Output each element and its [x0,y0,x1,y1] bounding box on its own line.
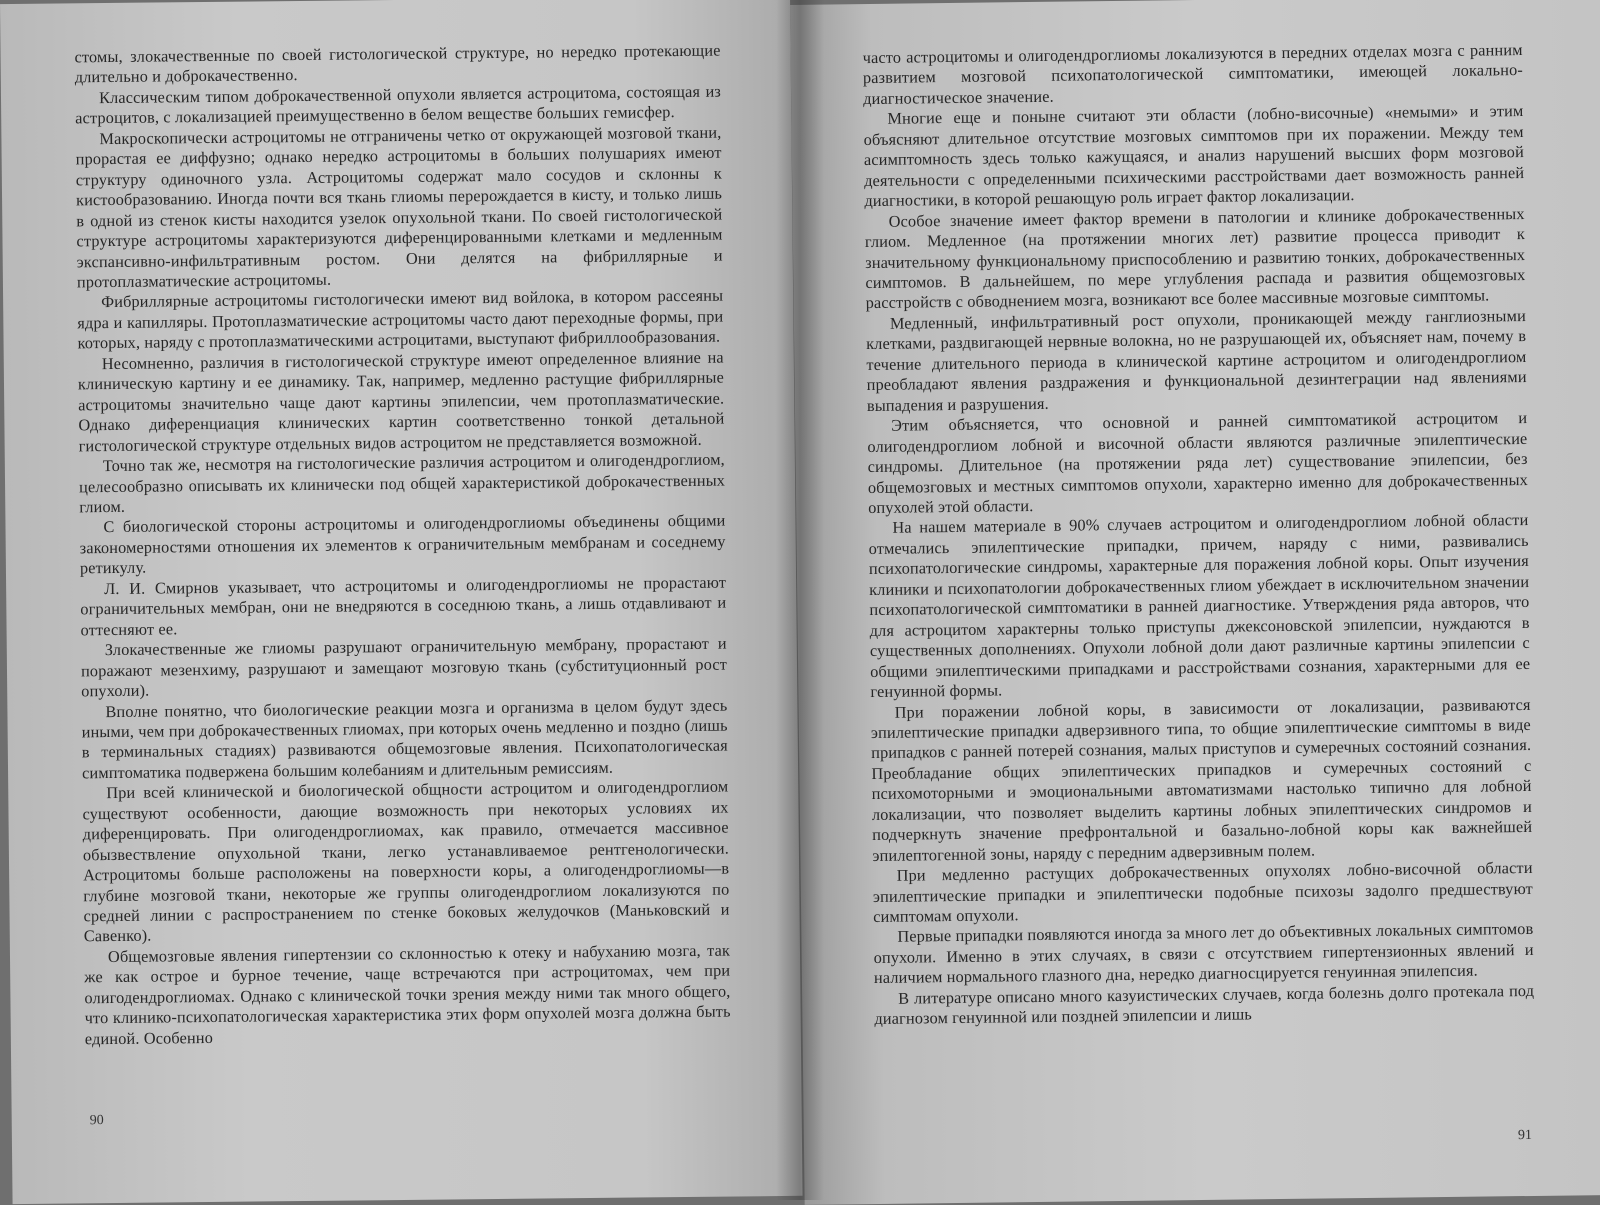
paragraph: При поражении лобной коры, в зависимости от локализации, развиваются эпилептические припадки адверзивного типа, то общие эпилептические симптомы в виде припадков с ранней потерей сознания, малых приступов и сумеречных состояний сознания. Преобладание общих эпилептических припадков и сумеречных состояний с психомоторными и эмоциональными автоматизмами настолько типично для лобной локализации, что позволяет выделить картины лобных эпилептических синдромов и подчеркнуть значение префронтальной и базально-лобной коры как важнейшей эпилептогенной зоны, наряду с передним адверзивным полем. [870,694,1533,865]
right-page [790,0,1600,1205]
paragraph: часто астроцитомы и олигодендроглиомы локализуются в передних отделах мозга с ранним развитием мозговой психопатологической симптоматики, имеющей локально- диагностическое значение. [862,40,1523,108]
right-page-text [863,40,1535,1030]
left-page-text [74,41,730,1050]
paragraph: Многие еще и поныне считают эти области (лобно-височные) «немыми» и этим объясняют длительное отсутствие мозговых симптомов при их поражении. Между тем асимптомность здесь только кажущаяся, и анализ нарушений высших форм мозговой деятельности с определенными психическими расстройствами дает возможность ранней диагностики, в которой решающую роль играет фактор локализации. [863,101,1525,211]
paragraph: стомы, злокачественные по своей гистологической структуре, но нередко протекающие длительно и доброкачественно. [74,40,721,87]
paragraph: Л. И. Смирнов указывает, что астроцитомы и олигодендроглиомы не прорастают ограничительных мембран, они не внедряются в соседнюю ткань, а лишь отдавливают и оттесняют ее. [80,572,727,640]
paragraph: При всей клинической и биологической общности астроцитом и олигодендроглиом существуют особенности, дающие возможность при некоторых условиях их диференцировать. При олигодендроглиомах, как правило, отмечается массивное обызвествление опухольной ткани, легко устанавливаемое рентгенологически. Астроцитомы больше расположены на поверхности коры, а олигодендроглиомы—в глубине мозговой ткани, некоторые же группы олигодендроглиом локализуются по средней линии с распространением по стенке боковых желудочков (Маньковский и Савенко). [82,776,730,946]
paragraph: Макроскопически астроцитомы не отграничены четко от окружающей мозговой ткани, прорастая ее диффузно; однако нередко астроцитомы в больших полушариях имеют структуру одиночного узла. Астроцитомы содержат мало сосудов и склонны к кистообразованию. Иногда почти вся ткань глиомы перерождается в кисту, и только лишь в одной из стенок кисты находится узелок опухольной ткани. По своей гистологической структуре астроцитомы характеризуются диференцированными клетками и медленным экспансивно-инфильтративным ростом. Они делятся на фибриллярные и протоплазматические астроцитомы. [75,122,723,292]
paragraph: Медленный, инфильтративный рост опухоли, проникающей между ганглиозными клетками, раздвигающей нервные волокна, но не разрушающей их, объясняет нам, почему в течение длительного периода в клинической картине астроцитом и олигодендроглиом преобладают явления раздражения и функциональной дезинтеграции над явлениями выпадения и разрушения. [866,305,1527,415]
paragraph: На нашем материале в 90% случаев астроцитом и олигодендроглиом лобной области отмечались эпилептические припадки, причем, наряду с ними, развивались психопатологические синдромы, характерные для поражения лобной коры. Опыт изучения клиники и психопатологии доброкачественных глиом убеждает в исключительном значении психопатологической симптоматики в ранней диагностике. Утверждения ряда авторов, что для астроцитом характерны только приступы джексоновской эпилепсии, нуждаются в существенных дополнениях. Опухоли лобной доли дают различные картины эпилепсии с общими эпилептическими припадками и расстройствами сознания, характерными для ее генуинной формы. [868,510,1531,702]
paragraph: Точно так же, несмотря на гистологические различия астроцитом и олигодендроглиом, целесообразно описывать их клинически под общей характеристикой доброкачественных глиом. [78,449,726,517]
paragraph: Особое значение имеет фактор времени в патологии и клинике доброкачественных глиом. Медленное (на протяжении многих лет) развитие процесса приводит к значительному функциональному приспособлению и развитию тонких, доброкачественных симптомов. В дальнейшем, по мере углубления распада и развития общемозговых расстройств с обводнением мозга, возникают все более массивные мозговые симптомы. [864,203,1526,313]
page-number-right: 91 [1517,1127,1532,1144]
paragraph: Фибриллярные астроцитомы гистологически имеют вид войлока, в котором рассеяны ядра и капилляры. Протоплазматические астроцитомы часто дают переходные формы, при которых, наряду с протоплазматическими астроцитами, выступают фибриллообразования. [77,286,724,353]
paragraph: Первые припадки появляются иногда за много лет до объективных локальных симптомов опухоли. Именно в этих случаях, в связи с отсутствием гипертензионных явлений и наличием нормального глазного дна, нередко диагносцируется генуинная эпилепсия. [873,919,1534,988]
paragraph: При медленно растущих доброкачественных опухолях лобно-височной области эпилептические припадки и эпилептически подобные психозы задолго предшествуют симптомам опухоли. [872,858,1533,927]
paragraph: В литературе описано много казуистических случаев, когда болезнь долго протекала под диагнозом генуинной или поздней эпилепсии и лишь [874,980,1535,1029]
page-number-left: 90 [89,1113,104,1129]
paragraph: Классическим типом доброкачественной опухоли является астроцитома, состоящая из астроцитов, с локализацией преимущественно в белом веществе больших гемисфер. [75,81,722,128]
paragraph: Злокачественные же глиомы разрушают ограничительную мембрану, прорастают и поражают мезенхиму, разрушают и замещают мозговую ткань (субституционный рост опухоли). [80,633,728,701]
paragraph: Несомненно, различия в гистологической структуре имеют определенное влияние на клиническую картину и ее динамику. Так, например, медленно растущие фибриллярные астроцитомы значительно чаще дают картины эпилепсии, чем протоплазматические. Однако диференциация клинических картин соответственно тонкой детальной гистологической структуре отдельных видов астроцитом не представляется возможной. [77,347,725,455]
paragraph: С биологической стороны астроцитомы и олигодендроглиомы объединены общими закономерностями отношения их элементов к ограничительным мембранам и соседнему ретикулу. [79,510,726,578]
paragraph: Общемозговые явления гипертензии со склонностью к отеку и набуханию мозга, так же как острое и бурное течение, чаще встречаются при астроцитомах, чем при олигодендроглиомах. Однако с клинической точки зрения между ними так много общего, что клинико-психопатологическая характеристика этих форм опухолей мозга должна быть единой. Особенно [84,940,731,1049]
paragraph: Вполне понятно, что биологические реакции мозга и организма в целом будут здесь иными, чем при доброкачественных глиомах, при которых очень медленно и поздно (лишь в терминальных стадиях) развиваются общемозговые явления. Психопатологическая симптоматика подвержена большим колебаниям и длительным ремиссиям. [81,695,728,783]
paragraph: Этим объясняется, что основной и ранней симптоматикой астроцитом и олигодендроглиом лобной и височной области являются различные эпилептические синдромы. Длительное (на протяжении ряда лет) существование эпилепсии, без общемозговых и местных симптомов опухоли, характерно именно для доброкачественных опухолей этой области. [867,408,1528,517]
